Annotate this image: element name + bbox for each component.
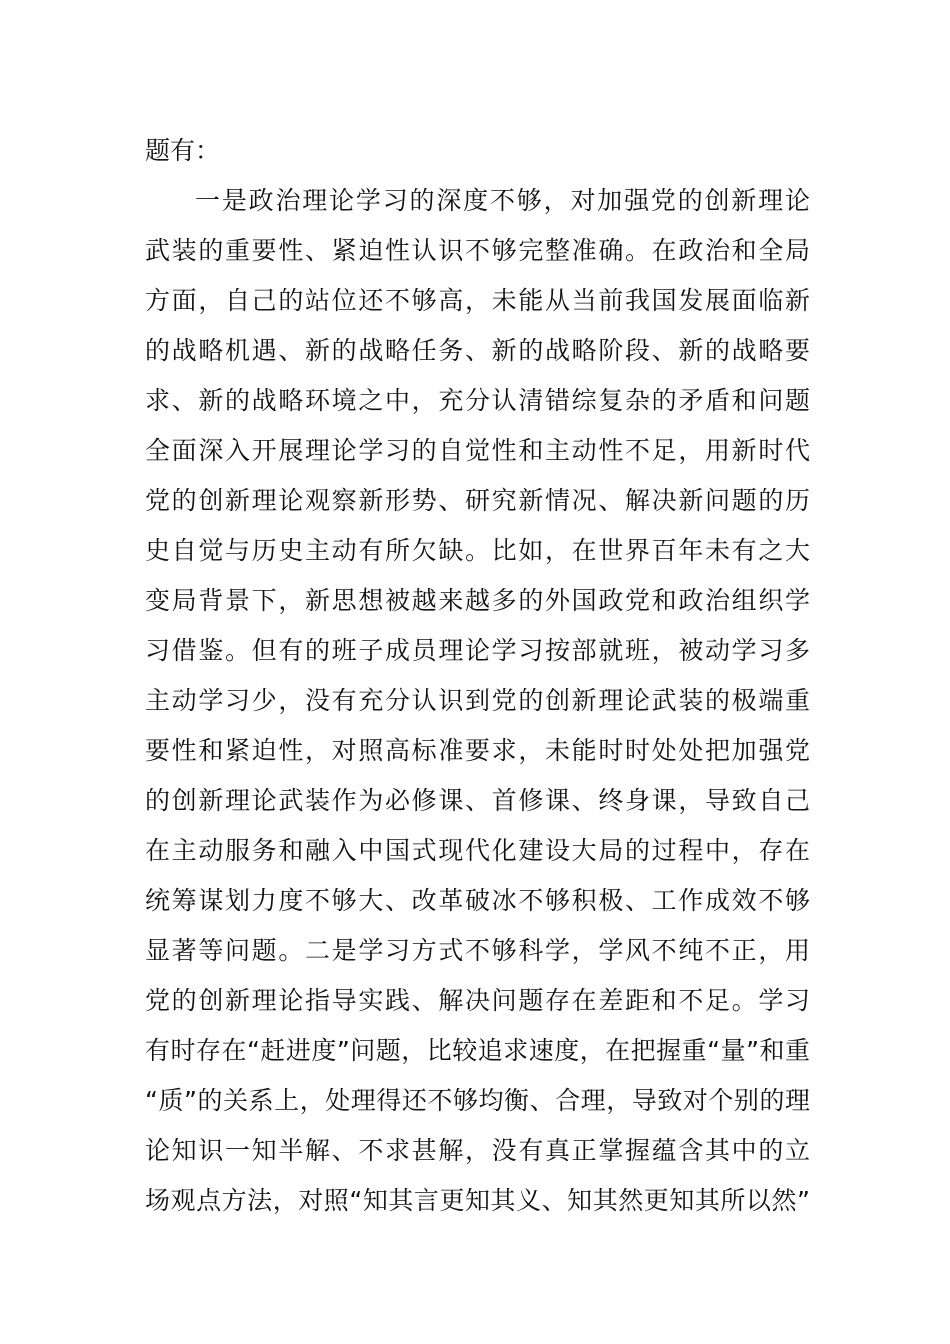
text-line: 全面深入开展理论学习的自觉性和主动性不足，用新时代: [145, 436, 810, 465]
body-text: [145, 126, 810, 1226]
text-line: 场观点方法，对照“知其言更知其义、知其然更知其所以然”: [145, 1186, 810, 1215]
text-line: 一是政治理论学习的深度不够，对加强党的创新理论: [195, 186, 810, 215]
text-line: 党的创新理论观察新形势、研究新情况、解决新问题的历: [145, 486, 810, 515]
text-line: 在主动服务和融入中国式现代化建设大局的过程中，存在: [145, 836, 810, 865]
text-line: 题有：: [145, 136, 221, 165]
text-line: 统筹谋划力度不够大、改革破冰不够积极、工作成效不够: [145, 886, 810, 915]
text-line: 变局背景下，新思想被越来越多的外国政党和政治组织学: [145, 586, 810, 615]
text-line: 的创新理论武装作为必修课、首修课、终身课，导致自己: [145, 786, 810, 815]
text-line: 论知识一知半解、不求甚解，没有真正掌握蕴含其中的立: [145, 1136, 810, 1165]
text-line: 主动学习少，没有充分认识到党的创新理论武装的极端重: [145, 686, 810, 715]
text-line: 武装的重要性、紧迫性认识不够完整准确。在政治和全局: [145, 236, 810, 265]
text-line: 党的创新理论指导实践、解决问题存在差距和不足。学习: [145, 986, 810, 1015]
text-line: 方面，自己的站位还不够高，未能从当前我国发展面临新: [145, 286, 810, 315]
text-line: “质”的关系上，处理得还不够均衡、合理，导致对个别的理: [145, 1086, 810, 1115]
text-line: 史自觉与历史主动有所欠缺。比如，在世界百年未有之大: [145, 536, 810, 565]
text-line: 习借鉴。但有的班子成员理论学习按部就班，被动学习多: [145, 636, 810, 665]
text-line: 求、新的战略环境之中，充分认清错综复杂的矛盾和问题: [145, 386, 810, 415]
text-line: 有时存在“赶进度”问题，比较追求速度，在把握重“量”和重: [145, 1036, 810, 1065]
text-line: 显著等问题。二是学习方式不够科学，学风不纯不正，用: [145, 936, 810, 965]
text-line: 要性和紧迫性，对照高标准要求，未能时时处处把加强党: [145, 736, 810, 765]
text-line: 的战略机遇、新的战略任务、新的战略阶段、新的战略要: [145, 336, 810, 365]
